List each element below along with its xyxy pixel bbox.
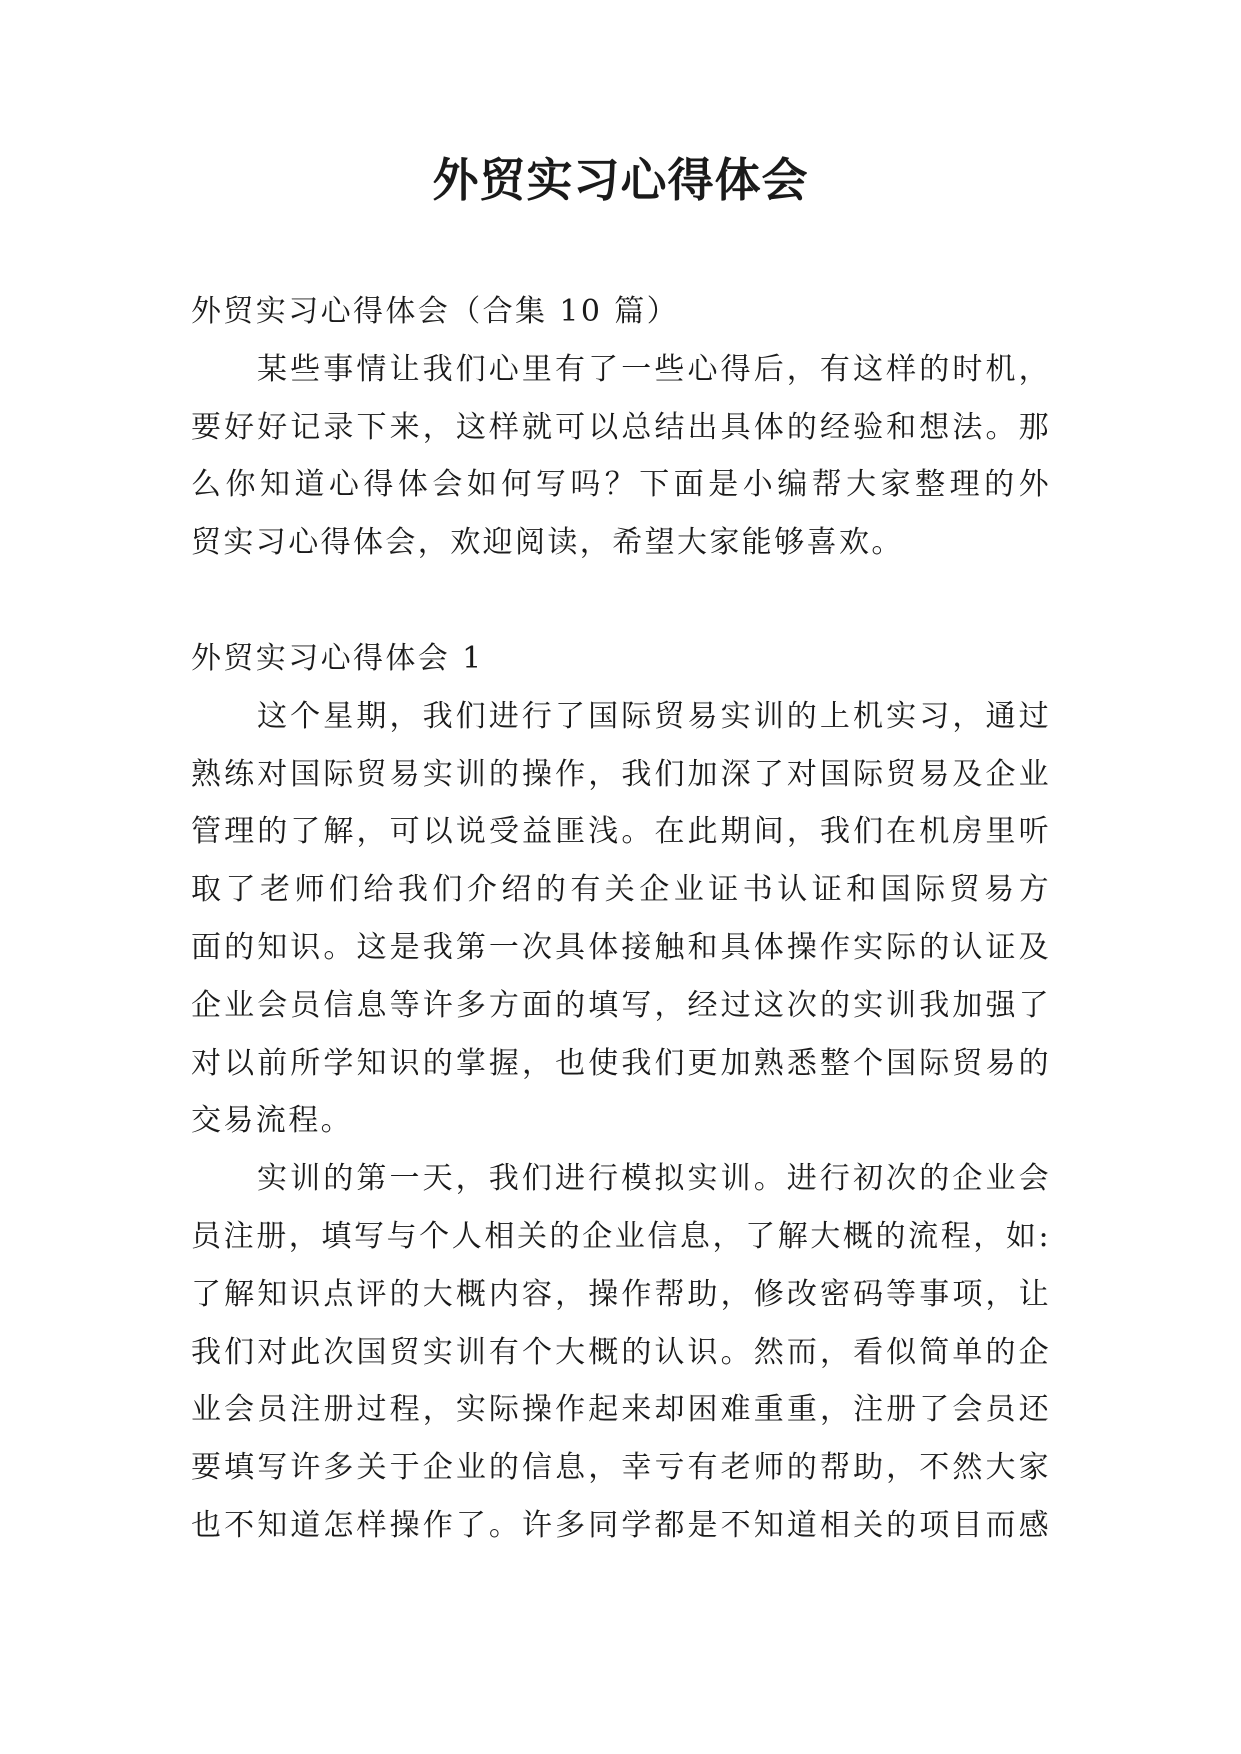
- paragraph-line: 这个星期，我们进行了国际贸易实训的上机实习，通过: [257, 698, 1051, 734]
- paragraph-line: 取了老师们给我们介绍的有关企业证书认证和国际贸易方: [191, 872, 1051, 908]
- paragraph-gap: [191, 572, 1051, 630]
- paragraph-line: 交易流程。: [191, 1103, 353, 1139]
- document-subtitle: 外贸实习心得体会（合集 10 篇）: [191, 294, 680, 329]
- paragraph-line: 对以前所学知识的掌握，也使我们更加熟悉整个国际贸易的: [191, 1045, 1051, 1081]
- intro-line: 么你知道心得体会如何写吗？下面是小编帮大家整理的外: [191, 467, 1051, 503]
- paragraph-line: 要填写许多关于企业的信息，幸亏有老师的帮助，不然大家: [191, 1450, 1051, 1486]
- paragraph-line: 员注册，填写与个人相关的企业信息，了解大概的流程，如:: [191, 1218, 1051, 1254]
- paragraph-line: 企业会员信息等许多方面的填写，经过这次的实训我加强了: [191, 987, 1051, 1023]
- intro-line: 要好好记录下来，这样就可以总结出具体的经验和想法。那: [191, 409, 1051, 445]
- paragraph-line: 我们对此次国贸实训有个大概的认识。然而，看似简单的企: [191, 1334, 1051, 1370]
- paragraph-line: 熟练对国际贸易实训的操作，我们加深了对国际贸易及企业: [191, 756, 1051, 792]
- paragraph-line: 业会员注册过程，实际操作起来却困难重重，注册了会员还: [191, 1392, 1051, 1428]
- document-body: [191, 283, 1051, 1555]
- paragraph-line: 了解知识点评的大概内容，操作帮助，修改密码等事项，让: [191, 1276, 1051, 1312]
- paragraph-line: 管理的了解，可以说受益匪浅。在此期间，我们在机房里听: [191, 814, 1051, 850]
- paragraph-line: 也不知道怎样操作了。许多同学都是不知道相关的项目而感: [191, 1507, 1051, 1543]
- intro-line: 贸实习心得体会，欢迎阅读，希望大家能够喜欢。: [191, 525, 904, 561]
- paragraph-line: 实训的第一天，我们进行模拟实训。进行初次的企业会: [257, 1161, 1051, 1197]
- document-title: 外贸实习心得体会: [432, 153, 809, 207]
- paragraph-line: 面的知识。这是我第一次具体接触和具体操作实际的认证及: [191, 929, 1051, 965]
- section-heading: 外贸实习心得体会 1: [191, 640, 484, 676]
- intro-line: 某些事情让我们心里有了一些心得后，有这样的时机，: [257, 351, 1051, 387]
